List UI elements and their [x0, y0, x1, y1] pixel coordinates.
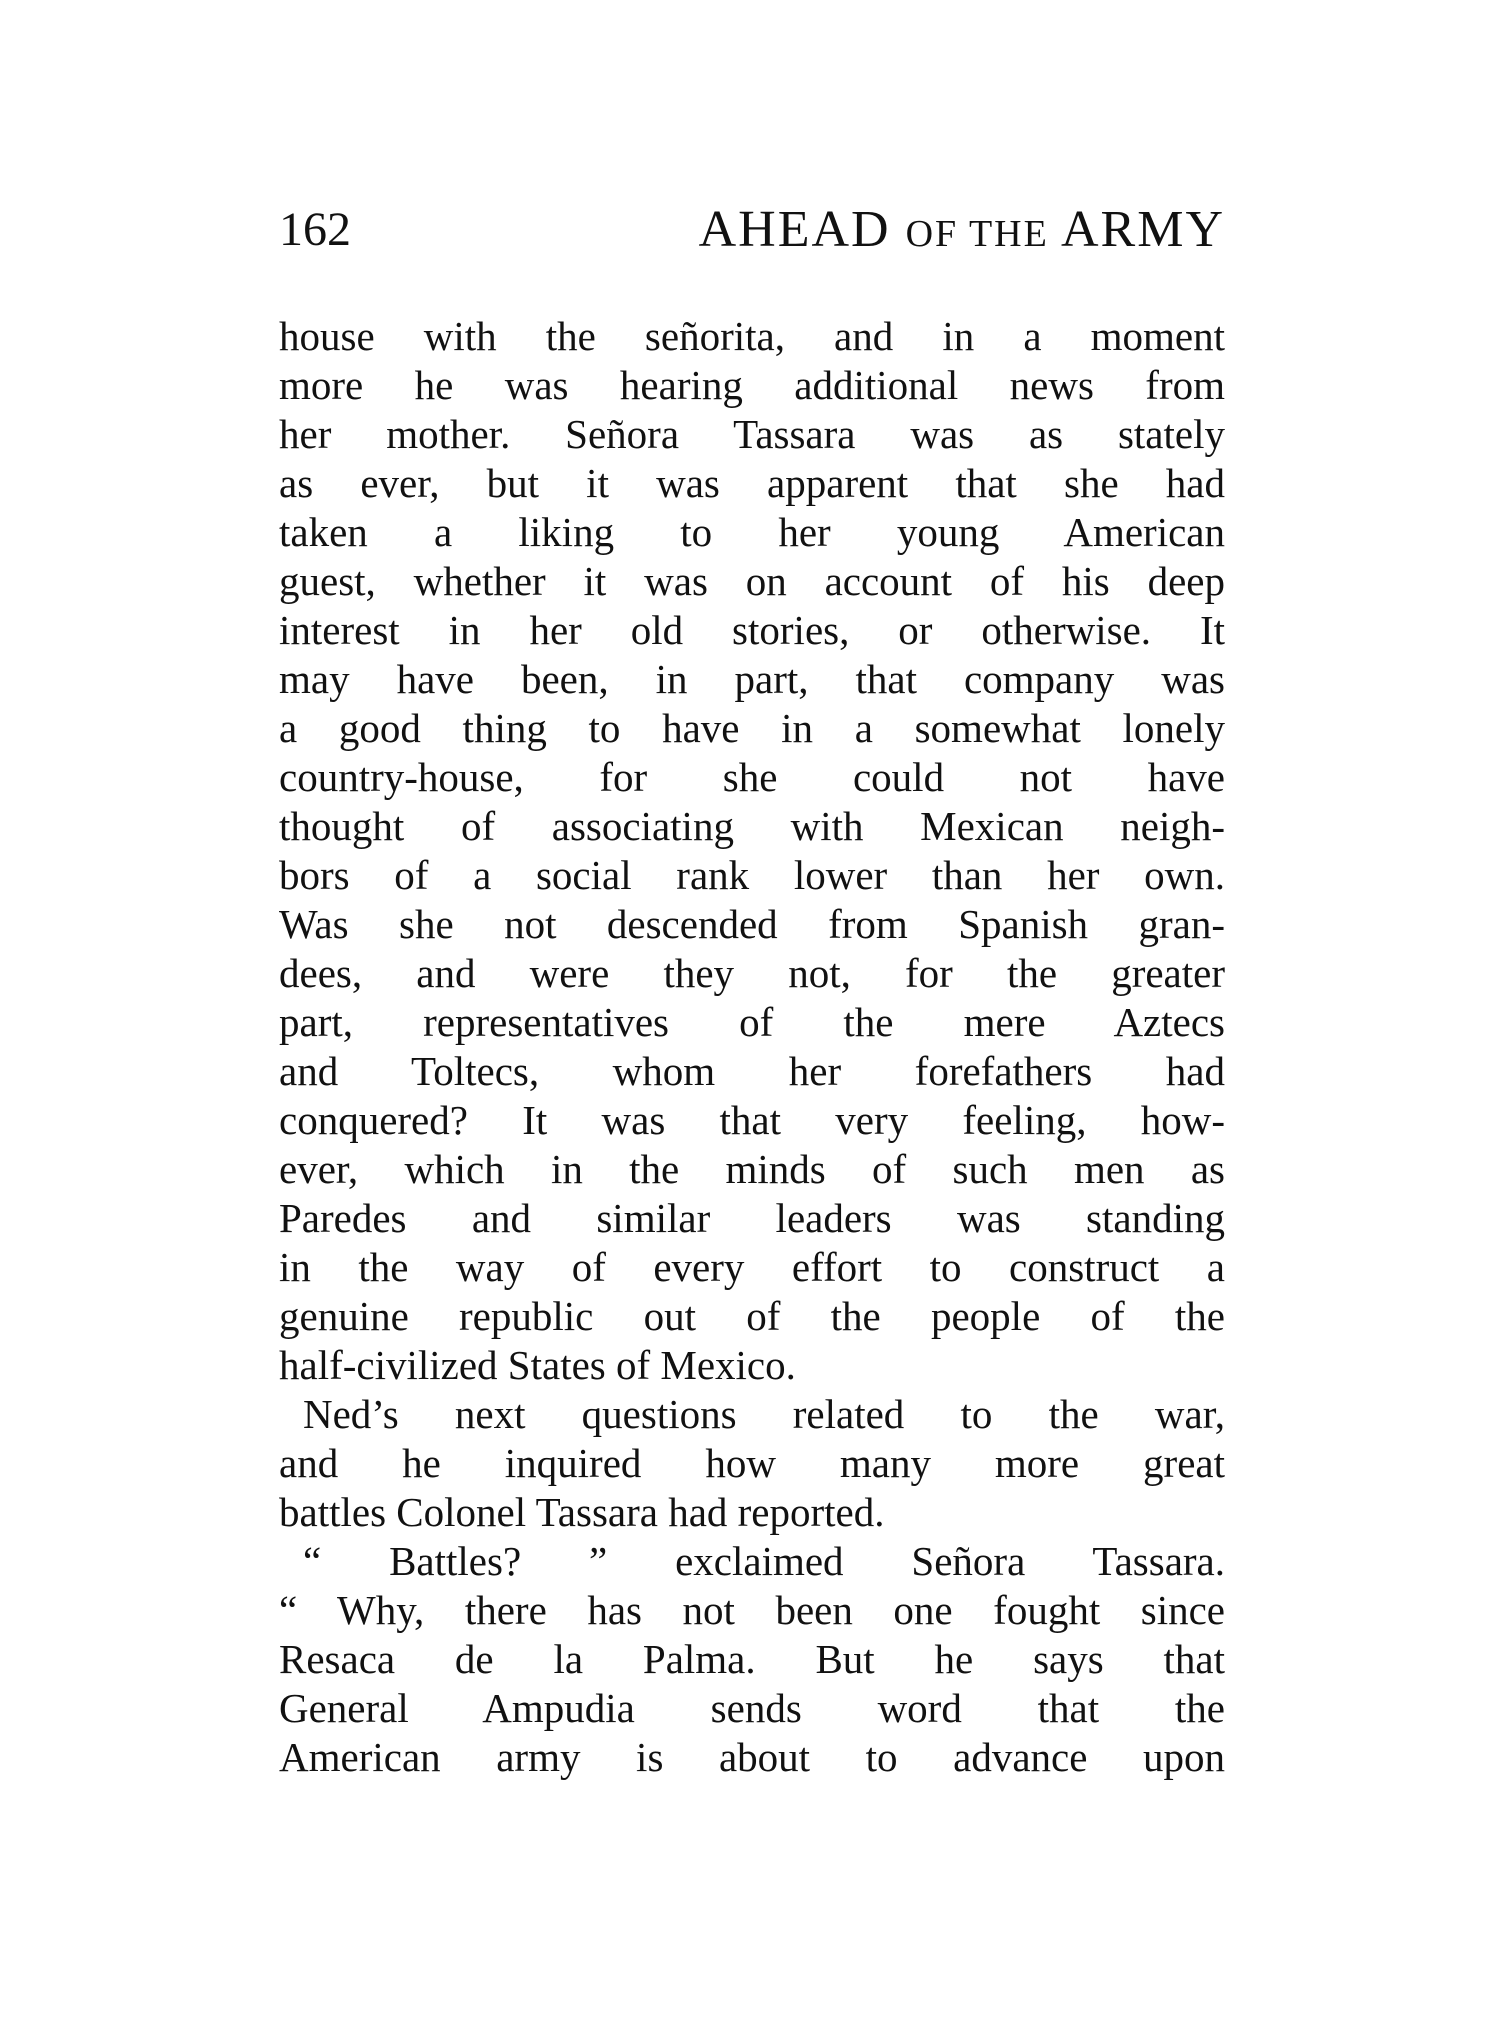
text-line: “ Battles? ” exclaimed Señora Tassara. [303, 1538, 1225, 1584]
text-line: General Ampudia sends word that the [279, 1685, 1225, 1731]
text-line: genuine republic out of the people of the [279, 1293, 1225, 1339]
text-line: Ned’s next questions related to the war, [303, 1391, 1225, 1437]
text-line: interest in her old stories, or otherwise. It [279, 607, 1225, 653]
text-line: Was she not descended from Spanish gran- [279, 901, 1225, 947]
text-line: guest, whether it was on account of his deep [279, 558, 1225, 604]
text-line: may have been, in part, that company was [279, 656, 1225, 702]
text-line: ever, which in the minds of such men as [279, 1146, 1225, 1192]
text-line: “ Why, there has not been one fought since [279, 1587, 1225, 1633]
title-part-2: ARMY [1048, 201, 1225, 258]
page-number: 162 [279, 203, 351, 256]
text-line: conquered? It was that very feeling, how- [279, 1097, 1225, 1143]
text-line: half-civilized States of Mexico. [279, 1342, 796, 1388]
body-text [279, 312, 1225, 1782]
title-part-1: AHEAD [698, 201, 906, 258]
title-small-caps: OF THE [905, 213, 1049, 255]
text-line: battles Colonel Tassara had reported. [279, 1489, 885, 1535]
text-line: country-house, for she could not have [279, 754, 1225, 800]
running-title [699, 200, 1225, 264]
text-line: her mother. Señora Tassara was as stately [279, 411, 1225, 457]
text-line: a good thing to have in a somewhat lonely [279, 705, 1225, 751]
text-line: and he inquired how many more great [279, 1440, 1225, 1486]
text-line: taken a liking to her young American [279, 509, 1225, 555]
text-line: as ever, but it was apparent that she had [279, 460, 1225, 506]
text-line: Paredes and similar leaders was standing [279, 1195, 1225, 1241]
running-header [279, 200, 1225, 260]
text-line: house with the señorita, and in a moment [279, 313, 1225, 359]
text-line: thought of associating with Mexican neigh- [279, 803, 1225, 849]
text-line: part, representatives of the mere Aztecs [279, 999, 1225, 1045]
text-line: American army is about to advance upon [279, 1734, 1225, 1780]
text-line: dees, and were they not, for the greater [279, 950, 1225, 996]
text-line: more he was hearing additional news from [279, 362, 1225, 408]
text-line: Resaca de la Palma. But he says that [279, 1636, 1225, 1682]
text-line: and Toltecs, whom her forefathers had [279, 1048, 1225, 1094]
text-line: in the way of every effort to construct a [279, 1244, 1225, 1290]
text-line: bors of a social rank lower than her own. [279, 852, 1225, 898]
